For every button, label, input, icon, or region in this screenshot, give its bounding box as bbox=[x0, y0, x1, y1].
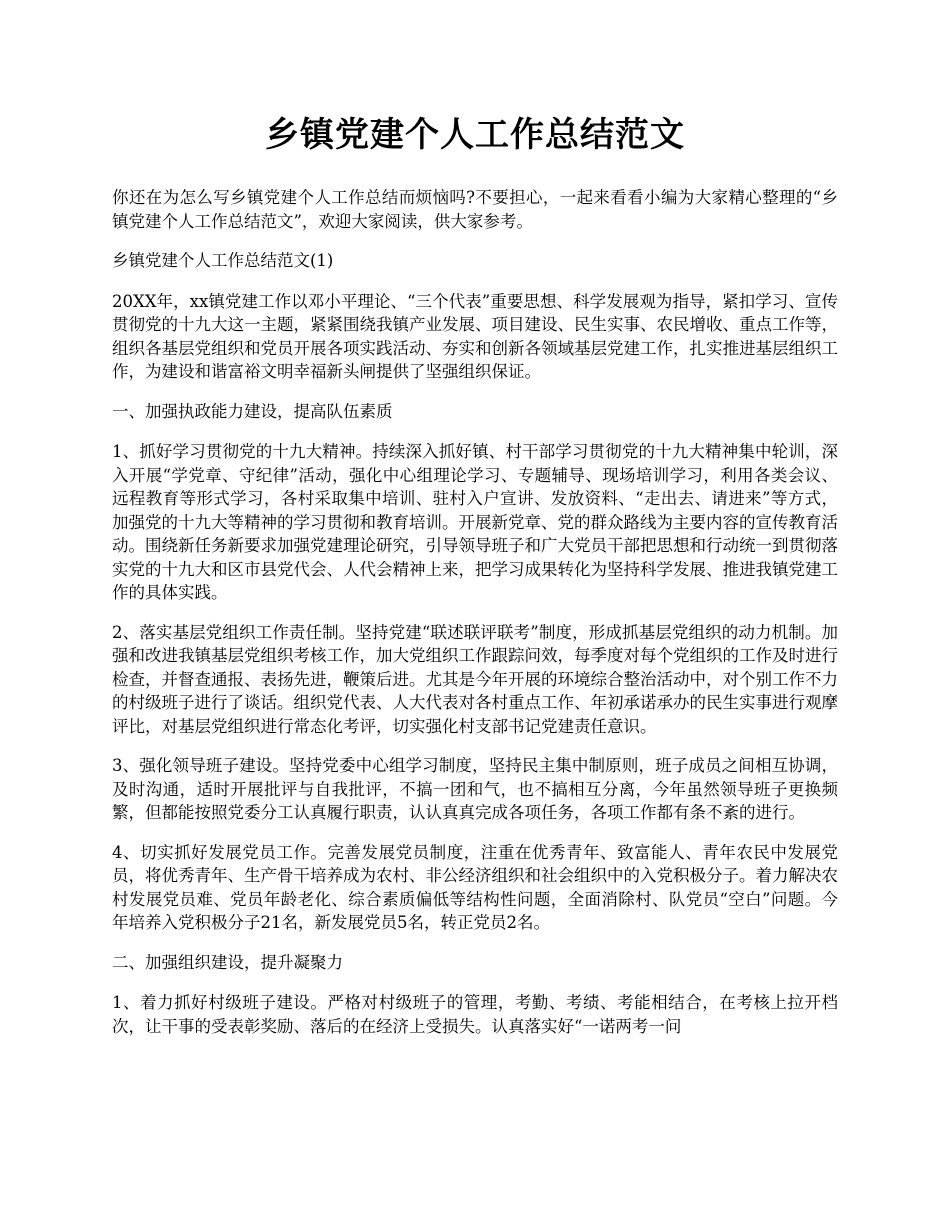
section-heading-part-one: 一、加强执政能力建设，提高队伍素质 bbox=[112, 401, 393, 421]
body-paragraph: 3、强化领导班子建设。坚持党委中心组学习制度，坚持民主集中制原则，班子成员之间相互协调，及时沟通，适时开展批评与自我批评，不搞一团和气，也不搞相互分离，今年虽然领导班子更换频繁，但都能按照党委分工认真履行职责，认认真真完成各项任务，各项工作都有条不紊的进行。 bbox=[112, 756, 838, 822]
document-title: 乡镇党建个人工作总结范文 bbox=[265, 115, 685, 155]
section-heading-1: 乡镇党建个人工作总结范文(1) bbox=[112, 251, 334, 270]
body-paragraph: 20XX年，xx镇党建工作以邓小平理论、“三个代表”重要思想、科学发展观为指导，紧扣学习、宣传贯彻党的十九大这一主题，紧紧围绕我镇产业发展、项目建设、民生实事、农民增收、重点工作等，组织各基层党组织和党员开展各项实践活动、夯实和创新各领域基层党建工作，扎实推进基层组织工作，为建设和谐富裕文明幸福新头闸提供了坚强组织保证。 bbox=[112, 291, 838, 381]
intro-paragraph: 你还在为怎么写乡镇党建个人工作总结而烦恼吗?不要担心，一起来看看小编为大家精心整理的“乡镇党建个人工作总结范文”，欢迎大家阅读，供大家参考。 bbox=[112, 188, 838, 231]
body-paragraph: 2、落实基层党组织工作责任制。坚持党建“联述联评联考”制度，形成抓基层党组织的动力机制。加强和改进我镇基层党组织考核工作，加大党组织工作跟踪问效，每季度对每个党组织的工作及时进行检查，并督查通报、表扬先进，鞭策后进。尤其是今年开展的环境综合整治活动中，对个别工作不力的村级班子进行了谈话。组织党代表、人大代表对各村重点工作、年初承诺承办的民生实事进行观摩评比，对基层党组织进行常态化考评，切实强化村支部书记党建责任意识。 bbox=[112, 622, 838, 736]
body-paragraph: 4、切实抓好发展党员工作。完善发展党员制度，注重在优秀青年、致富能人、青年农民中发展党员，将优秀青年、生产骨干培养成为农村、非公经济组织和社会组织中的入党积极分子。着力解决农村发展党员难、党员年龄老化、综合素质偏低等结构性问题，全面消除村、队党员“空白”问题。今年培养入党积极分子21名，新发展党员5名，转正党员2名。 bbox=[112, 842, 838, 932]
section-heading-part-two: 二、加强组织建设，提升凝聚力 bbox=[112, 952, 343, 972]
body-paragraph: 1、着力抓好村级班子建设。严格对村级班子的管理，考勤、考绩、考能相结合，在考核上拉开档次，让干事的受表彰奖励、落后的在经济上受损失。认真落实好“一诺两考一问 bbox=[112, 993, 838, 1036]
body-paragraph: 1、抓好学习贯彻党的十九大精神。持续深入抓好镇、村干部学习贯彻党的十九大精神集中轮训，深入开展“学党章、守纪律”活动，强化中心组理论学习、专题辅导、现场培训学习，利用各类会议、远程教育等形式学习，各村采取集中培训、驻村入户宣讲、发放资料、“走出去、请进来”等方式，加强党的十九大等精神的学习贯彻和教育培训。开展新党章、党的群众路线为主要内容的宣传教育活动。围绕新任务新要求加强党建理论研究，引导领导班子和广大党员干部把思想和行动统一到贯彻落实党的十九大和区市县党代会、人代会精神上来，把学习成果转化为坚持科学发展、推进我镇党建工作的具体实践。 bbox=[112, 442, 838, 602]
